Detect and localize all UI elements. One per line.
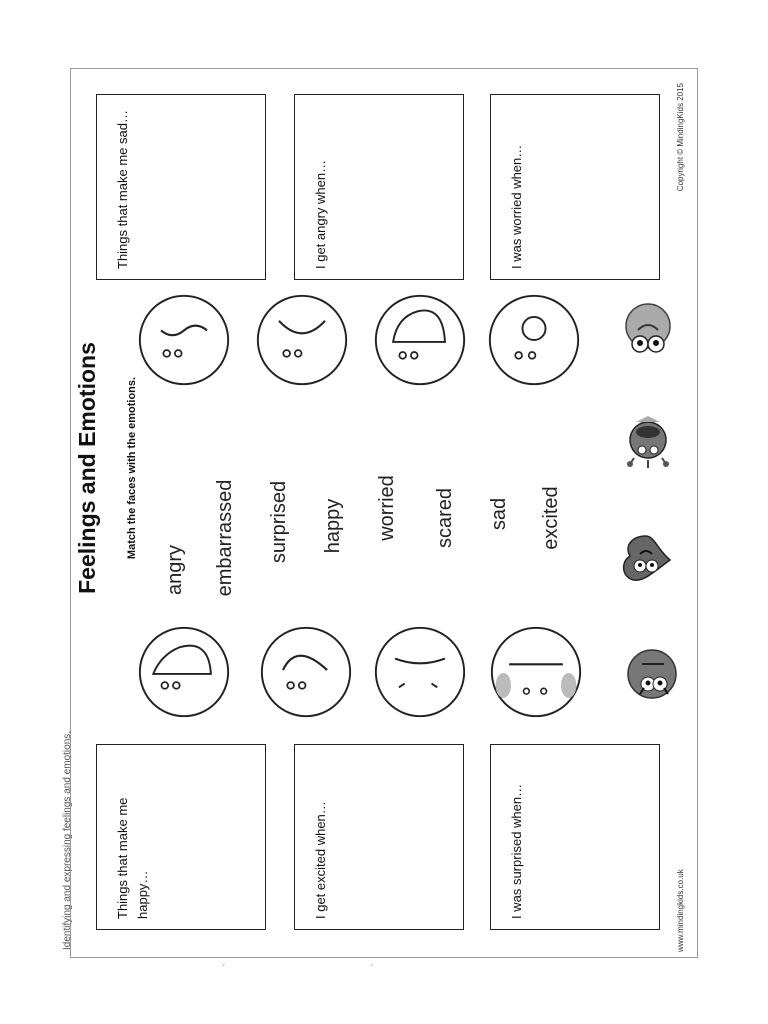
frown-face-icon (254, 292, 350, 388)
open-grin-face-icon (372, 292, 468, 388)
emotion-word-sad[interactable]: sad (488, 497, 510, 531)
worksheet-instructions: Match the faces with the emotions. (126, 376, 138, 560)
emotion-word-angry[interactable]: angry (164, 544, 186, 596)
emotion-word-embarrassed[interactable]: embarrassed (214, 479, 236, 597)
worried-prompt-label: I was worried when… (509, 144, 524, 269)
scan-mark: ˊ (370, 964, 374, 975)
worksheet (70, 68, 698, 958)
grumpy-monster-icon (620, 644, 680, 704)
sad-prompt-box[interactable] (96, 94, 266, 280)
worksheet-title: Feelings and Emotions (74, 342, 100, 594)
goggle-eyed-monster-icon (618, 300, 678, 360)
emotion-word-worried[interactable]: worried (376, 475, 398, 541)
surprised-face-icon (486, 292, 582, 388)
emotion-word-happy[interactable]: happy (322, 498, 344, 554)
surprised-prompt-box[interactable] (490, 744, 660, 930)
scan-mark: ˊ (222, 964, 226, 975)
embarrassed-face-icon (488, 624, 584, 720)
emotion-word-excited[interactable]: excited (540, 486, 562, 550)
worried-prompt-box[interactable] (490, 94, 660, 280)
happy-prompt-box[interactable] (96, 744, 266, 930)
excited-prompt-box[interactable] (294, 744, 464, 930)
happy-prompt-label: Things that make me happy… (115, 797, 150, 919)
angry-prompt-box[interactable] (294, 94, 464, 280)
surprised-prompt-label: I was surprised when… (509, 783, 524, 919)
upset-face-icon (372, 624, 468, 720)
worksheet-description: Identifying and expressing feelings and emotions. (62, 730, 73, 950)
spiky-monster-icon (618, 412, 678, 472)
excited-prompt-label: I get excited when… (313, 801, 328, 919)
wavy-mouth-face-icon (136, 292, 232, 388)
footer-copyright: Copyright © MindingKids 2015 (676, 83, 685, 192)
sad-prompt-label: Things that make me sad… (115, 110, 130, 269)
emotion-word-surprised[interactable]: surprised (268, 480, 290, 564)
smile-face-icon (258, 624, 354, 720)
angry-prompt-label: I get angry when… (313, 159, 328, 269)
heart-monster-icon (616, 530, 676, 590)
footer-url: www.mindingkids.co.uk (676, 869, 685, 952)
emotion-word-scared[interactable]: scared (434, 487, 456, 549)
big-smile-face-icon (136, 624, 232, 720)
